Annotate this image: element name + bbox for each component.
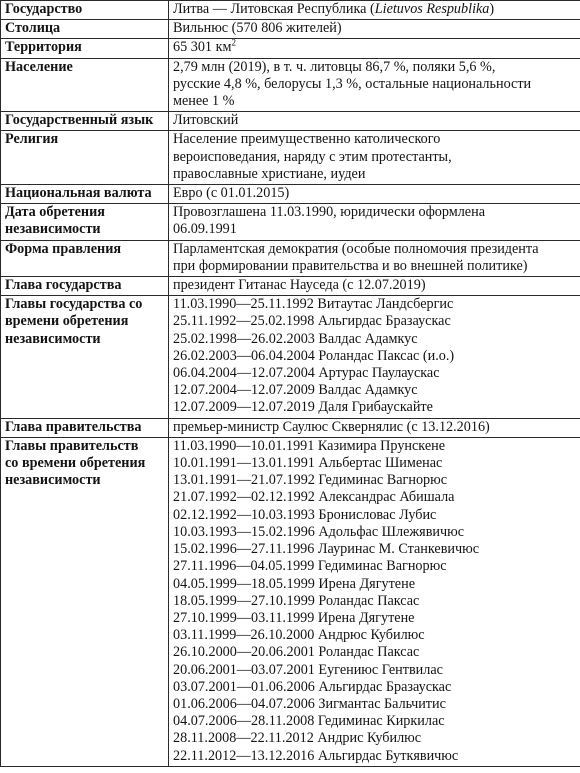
list-item: 03.07.2001—01.06.2006 Альгирдас Бразаускас bbox=[173, 678, 452, 695]
row-key-population: Население bbox=[1, 58, 169, 112]
independence-key-line: Дата обретения bbox=[5, 204, 105, 221]
independence-line: 06.09.1991 bbox=[173, 221, 237, 238]
list-item: 25.02.1998—26.02.2003 Валдас Адамкус bbox=[173, 330, 418, 347]
table-row bbox=[1, 240, 580, 276]
table-row bbox=[1, 437, 580, 766]
list-item: 04.07.2006—28.11.2008 Гедиминас Киркилас bbox=[173, 713, 445, 730]
population-line: менее 1 % bbox=[173, 93, 235, 110]
row-key-independence bbox=[1, 204, 169, 240]
list-item: 12.07.2004—12.07.2009 Валдас Адамкус bbox=[173, 382, 418, 399]
population-line: русские 4,8 %, белорусы 1,3 %, остальные национальности bbox=[173, 75, 532, 92]
row-key-territory: Территория bbox=[1, 39, 169, 58]
heads-of-government-key-line: Главы правительств bbox=[5, 437, 139, 454]
independence-line: Провозглашена 11.03.1990, юридически оформлена bbox=[173, 204, 485, 221]
heads-of-government-key-line: независимости bbox=[5, 472, 101, 489]
religion-line: вероисповедания, наряду с этим протестанты, bbox=[173, 148, 452, 165]
list-item: 15.02.1996—27.11.1996 Лауринас М. Станкевичюс bbox=[173, 541, 480, 558]
heads-of-state-key-line: независимости bbox=[5, 330, 101, 347]
territory-value: 65 301 км bbox=[173, 39, 232, 56]
list-item: 11.03.1990—25.11.1992 Витаутас Ландсбергис bbox=[173, 296, 454, 313]
list-item: 22.11.2012—13.12.2016 Альгирдас Буткявичюс bbox=[173, 747, 459, 764]
list-item: 12.07.2009—12.07.2019 Даля Грибаускайте bbox=[173, 399, 433, 416]
heads-of-government-key-line: со времени обретения bbox=[5, 455, 146, 472]
row-value-religion bbox=[169, 131, 580, 185]
territory-unit-sup: 2 bbox=[231, 37, 236, 48]
list-item: 06.04.2004—12.07.2004 Артурас Паулаускас bbox=[173, 365, 440, 382]
religion-line: православные христиане, иудеи bbox=[173, 165, 366, 182]
row-value-capital: Вильнюс (570 806 жителей) bbox=[169, 20, 580, 39]
heads-of-state-key-line: времени обретения bbox=[5, 313, 129, 330]
row-value-head-of-state: президент Гитанас Науседа (с 12.07.2019) bbox=[169, 277, 580, 296]
list-item: 21.07.1992—02.12.1992 Александрас Абишала bbox=[173, 489, 455, 506]
state-name: Литва — Литовская Республика ( bbox=[173, 1, 375, 17]
government-form-line: Парламентская демократия (особые полномочия президента bbox=[173, 240, 539, 257]
list-item: 26.10.2000—20.06.2001 Роландас Паксас bbox=[173, 644, 420, 661]
list-item: 25.11.1992—25.02.1998 Альгирдас Бразаускас bbox=[173, 313, 451, 330]
table-row bbox=[1, 418, 580, 437]
row-value-government-form bbox=[169, 240, 580, 276]
state-name-native: Lietuvos Respublika bbox=[374, 1, 490, 17]
row-key-religion: Религия bbox=[1, 131, 169, 185]
table-row bbox=[1, 58, 580, 112]
religion-line: Население преимущественно католического bbox=[173, 131, 441, 148]
table-row bbox=[1, 296, 580, 418]
list-item: 28.11.2008—22.11.2012 Андрис Кубилюс bbox=[173, 730, 422, 747]
table-row bbox=[1, 131, 580, 185]
row-key-heads-of-state bbox=[1, 296, 169, 418]
list-item: 01.06.2006—04.07.2006 Зигмантас Бальчитис bbox=[173, 695, 446, 712]
row-key-currency: Национальная валюта bbox=[1, 185, 169, 204]
row-value-heads-of-state bbox=[169, 296, 580, 418]
row-value-population bbox=[169, 58, 580, 112]
row-key-head-of-government: Глава правительства bbox=[1, 418, 169, 437]
row-value-independence bbox=[169, 204, 580, 240]
table-row bbox=[1, 204, 580, 240]
independence-key-line: независимости bbox=[5, 221, 101, 238]
list-item: 27.10.1999—03.11.1999 Ирена Дягутене bbox=[173, 609, 415, 626]
table-row bbox=[1, 277, 580, 296]
state-name-close: ) bbox=[489, 1, 495, 17]
list-item: 10.03.1993—15.02.1996 Адольфас Шлежявичюс bbox=[173, 523, 465, 540]
table-row bbox=[1, 1, 580, 20]
list-item: 10.01.1991—13.01.1991 Альбертас Шименас bbox=[173, 455, 443, 472]
heads-of-state-key-line: Главы государства со bbox=[5, 296, 143, 313]
row-key-capital: Столица bbox=[1, 20, 169, 39]
row-key-state: Государство bbox=[1, 1, 169, 20]
row-value-language: Литовский bbox=[169, 112, 580, 131]
table-row bbox=[1, 185, 580, 204]
row-value-head-of-government: премьер-министр Саулюс Сквернялис (с 13.12.2016) bbox=[169, 418, 580, 437]
list-item: 03.11.1999—26.10.2000 Андрюс Кубилюс bbox=[173, 627, 425, 644]
list-item: 26.02.2003—06.04.2004 Роландас Паксас (и.о.) bbox=[173, 347, 455, 364]
table-row bbox=[1, 112, 580, 131]
row-key-government-form: Форма правления bbox=[1, 240, 169, 276]
list-item: 27.11.1996—04.05.1999 Гедиминас Вагнорюс bbox=[173, 558, 447, 575]
population-line: 2,79 млн (2019), в т. ч. литовцы 86,7 %, поляки 5,6 %, bbox=[173, 58, 496, 75]
row-key-heads-of-government bbox=[1, 437, 169, 766]
list-item: 04.05.1999—18.05.1999 Ирена Дягутене bbox=[173, 575, 415, 592]
table-row bbox=[1, 39, 580, 58]
row-value-state bbox=[169, 1, 580, 20]
row-key-head-of-state: Глава государства bbox=[1, 277, 169, 296]
list-item: 20.06.2001—03.07.2001 Еугениюс Гентвилас bbox=[173, 661, 443, 678]
list-item: 11.03.1990—10.01.1991 Казимира Прунскене bbox=[173, 437, 446, 454]
list-item: 18.05.1999—27.10.1999 Роландас Паксас bbox=[173, 592, 420, 609]
list-item: 02.12.1992—10.03.1993 Бронисловас Лубис bbox=[173, 506, 437, 523]
row-key-language: Государственный язык bbox=[1, 112, 169, 131]
table-row bbox=[1, 20, 580, 39]
row-value-heads-of-government bbox=[169, 437, 580, 766]
government-form-line: при формировании правительства и во внешней политике) bbox=[173, 257, 528, 274]
row-value-currency: Евро (с 01.01.2015) bbox=[169, 185, 580, 204]
list-item: 13.01.1991—21.07.1992 Гедиминас Вагнорюс bbox=[173, 472, 448, 489]
row-value-territory bbox=[169, 39, 580, 58]
